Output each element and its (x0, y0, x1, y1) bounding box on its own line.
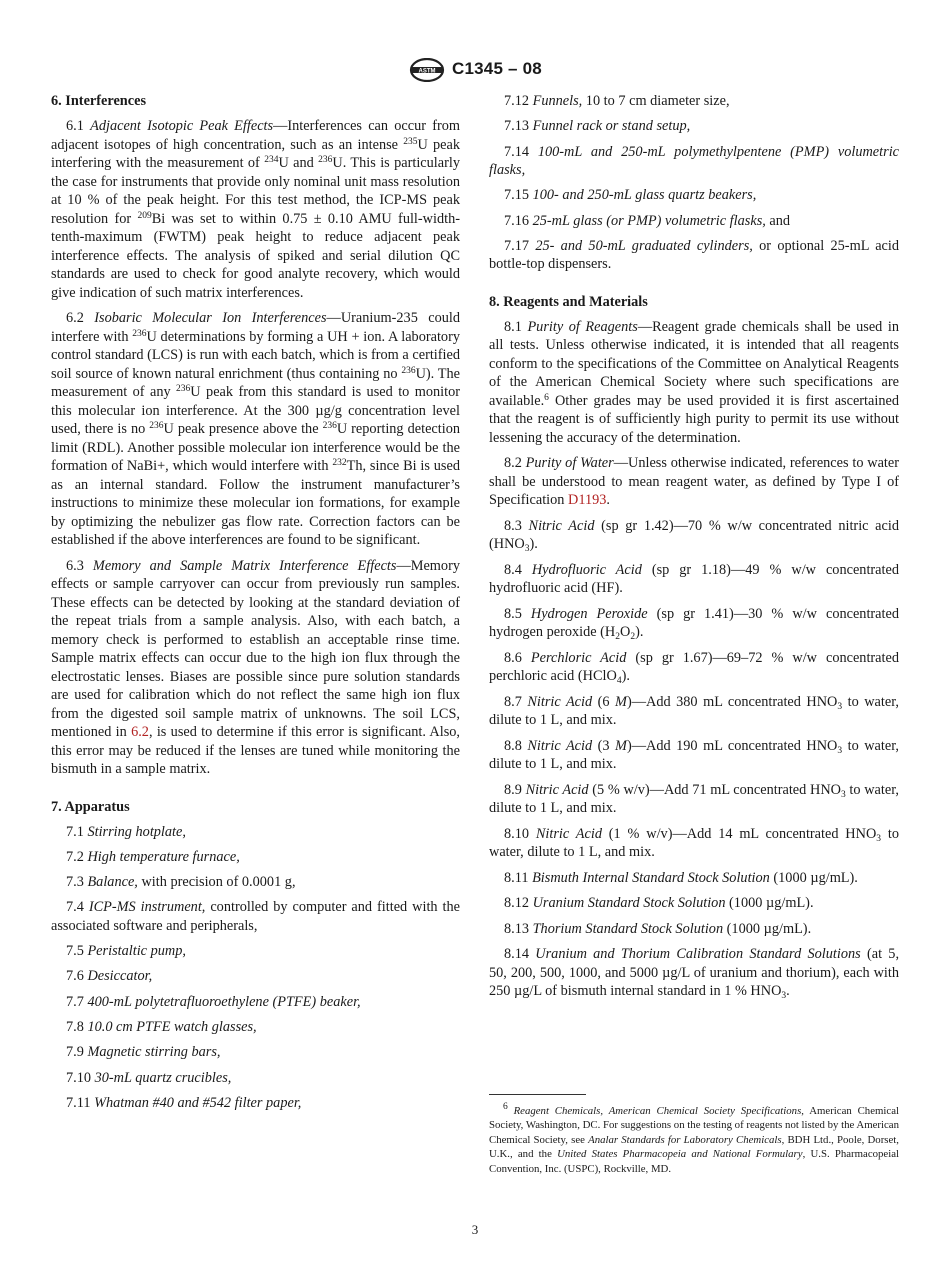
paragraph-8-12: 8.12 Uranium Standard Stock Solution (1000 µg/mL). (504, 895, 814, 912)
list-item: 7.6 Desiccator, (66, 968, 153, 985)
paragraph-8-6: 8.6 Perchloric Acid (sp gr 1.67)—69–72 % w/w concentrated perchloric acid (HClO$_4$). (489, 649, 899, 687)
section-title-interferences: 6. Interferences (51, 93, 147, 109)
footnote-ref: 6 (544, 392, 549, 403)
list-item: 7.9 Magnetic stirring bars, (66, 1044, 221, 1061)
list-item: 7.16 25-mL glass (or PMP) volumetric flasks, and (504, 212, 791, 229)
list-item: 7.8 10.0 cm PTFE watch glasses, (66, 1019, 257, 1036)
left-column (51, 92, 460, 1119)
section-title-apparatus: 7. Apparatus (51, 798, 130, 815)
list-item: 7.12 Funnels, 10 to 7 cm diameter size, (504, 93, 730, 109)
link-6-2[interactable]: 6.2 (131, 724, 149, 740)
list-item: 7.4 ICP-MS instrument, controlled by computer and fitted with the associated software and peripherals, (51, 899, 460, 934)
paragraph-8-3: 8.3 Nitric Acid (sp gr 1.42)—70 % w/w concentrated nitric acid $(HNO_3)$. (489, 517, 899, 555)
list-item: 7.14 100-mL and 250-mL polymethylpentene (PMP) volumetric flasks, (489, 143, 900, 179)
astm-logo-icon (408, 58, 446, 82)
list-item: 7.15 100- and 250-mL glass quartz beakers, (504, 187, 757, 204)
paragraph-8-1: 8.1 Purity of Reagents—Reagent grade chemicals shall be used in all tests. Unless otherwise indicated, it is intended that all reagents conform to the specifications of the Committee on Analytical Reagents of the American Chemical Society where such specifications are available.$^6$ Other grades may be used provided it is first ascertained that the reagent is of sufficiently high purity to permit its use without lessening the accuracy of the determination. (489, 318, 899, 446)
paragraph-6-3: 6.3 Memory and Sample Matrix Interference Effects—Memory effects or sample carryover can occur from previously run samples. These effects can be detected by looking at the standard deviation of the repeat trials from a sample analysis. Also, with each batch, a memory check is performed to establish an acceptable rinse time. Sample matrix effects can occur due to the high ion flux through the electrostatic lenses. Biases are possible since pure solution standards are used for calibration which do not reflect the same high ion flux from the digested soil sample matrix of unknowns. The soil LCS, mentioned in 6.2, is used to determine if this error is significant. Also, this error may be reduced if the lenses are tuned while monitoring the bismuth in a sample matrix. (51, 557, 460, 777)
list-item: 7.3 Balance, with precision of 0.0001 g, (66, 874, 296, 891)
paragraph-8-11: 8.11 Bismuth Internal Standard Stock Solution (1000 µg/mL). (504, 869, 858, 886)
footnote-divider (489, 1094, 586, 1095)
paragraph-6-1: 6.1 Adjacent Isotopic Peak Effects—Interferences can occur from adjacent isotopes of high concentration, such as an intense $^{235}$U peak interfering with the measurement of $^{234}$U and $^{236}$U. This is particularly the case for instruments that provide only nominal unit mass resolution at 10 % of the peak height. For this test method, the ICP-MS peak resolution for $^{209}$Bi was set to within 0.75 ± 0.10 AMU full-width-tenth-maximum (FWTM) peak height to reduce adjacent peak interference effects. The analysis of spiked and serial dilution QC standards are used to check for good analyte recovery, which would give indication of such matrix interferences. (51, 118, 460, 301)
list-item: 7.7 400-mL polytetrafluoroethylene (PTFE) beaker, (66, 993, 361, 1010)
paragraph-8-2: 8.2 Purity of Water—Unless otherwise indicated, references to water shall be understood to mean reagent water, as defined by Type I of Specification D1193. (489, 455, 899, 509)
list-item: 7.10 30-mL quartz crucibles, (66, 1069, 232, 1086)
list-item: 7.2 High temperature furnace, (66, 848, 240, 865)
paragraph-6-2: 6.2 Isobaric Molecular Ion Interferences—Uranium-235 could interfere with $^{236}$U determinations by forming a UH + ion. A laboratory control standard (LCS) is run with each batch, which is from a certified soil source of known natural enrichment (thus containing no $^{236}$U). The measurement of any $^{236}$U peak from this standard is used to monitor this molecular ion interference. At the 300 µg/g concentration level used, there is no $^{236}$U peak presence above the $^{236}$U reporting detection limit (RDL). Another possible molecular ion interference would be the formation of NaBi+, which would interfere with $^{232}$Th, since Bi is used as an internal standard. Follow the instrument manufacturer’s instructions to minimize these molecular ion formations, for example by optimizing the nebulizer gas flow rate. Correction factors can be established if the above interferences are found to be significant. (51, 310, 461, 548)
section-title-reagents: 8. Reagents and Materials (489, 293, 648, 310)
list-item: 7.11 Whatman #40 and #542 filter paper, (66, 1094, 302, 1111)
svg-text:ASTM: ASTM (418, 68, 436, 75)
right-column (489, 92, 899, 1008)
paragraph-8-8: 8.8 Nitric Acid (3 M)—Add 190 mL concentrated $HNO_3$ to water, dilute to 1 L, and mix. (489, 737, 899, 773)
paragraph-8-7: 8.7 Nitric Acid (6 M)—Add 380 mL concentrated $HNO_3$ to water, dilute to 1 L, and mix. (489, 693, 899, 729)
link-d1193[interactable]: D1193 (568, 492, 607, 509)
paragraph-8-10: 8.10 Nitric Acid (1 % w/v)—Add 14 mL concentrated $HNO_3$ to water, dilute to 1 L, and mix. (489, 825, 899, 861)
paragraph-8-14: 8.14 Uranium and Thorium Calibration Standard Solutions (at 5, 50, 200, 500, 1000, and 5000 µg/L of uranium and thorium), each with 250 µg/L of bismuth internal standard in 1 % $HNO_3$. (489, 946, 900, 1002)
page-header (0, 58, 950, 82)
list-item: 7.17 25- and 50-mL graduated cylinders, or optional 25-mL acid bottle-top dispensers. (489, 237, 900, 273)
document-id: C1345 – 08 (452, 59, 542, 78)
paragraph-8-13: 8.13 Thorium Standard Stock Solution (1000 µg/mL). (504, 920, 812, 937)
footnote-6: $^6$ Reagent Chemicals, American Chemical Society Specifications, American Chemical Society, Washington, DC. For suggestions on the testing of reagents not listed by the American Chemical Society, see Analar Standards for Laboratory Chemicals, BDH Ltd., Poole, Dorset, U.K., and the United States Pharmacopeia and National Formulary, U.S. Pharmacopeial Convention, Inc. (USPC), Rockville, MD. (489, 1102, 900, 1175)
paragraph-8-9: 8.9 Nitric Acid (5 % w/v)—Add 71 mL concentrated $HNO_3$ to water, dilute to 1 L, and mix. (489, 781, 899, 817)
page-number: 3 (471, 1222, 479, 1237)
list-item: 7.5 Peristaltic pump, (66, 943, 186, 960)
paragraph-8-4: 8.4 Hydrofluoric Acid (sp gr 1.18)—49 % w/w concentrated hydrofluoric acid (HF). (489, 561, 899, 597)
list-item: 7.13 Funnel rack or stand setup, (504, 118, 691, 135)
list-item: 7.1 Stirring hotplate, (66, 823, 186, 840)
paragraph-8-5: 8.5 Hydrogen Peroxide (sp gr 1.41)—30 % w/w concentrated hydrogen peroxide $(H_2O_2)$. (489, 605, 899, 643)
